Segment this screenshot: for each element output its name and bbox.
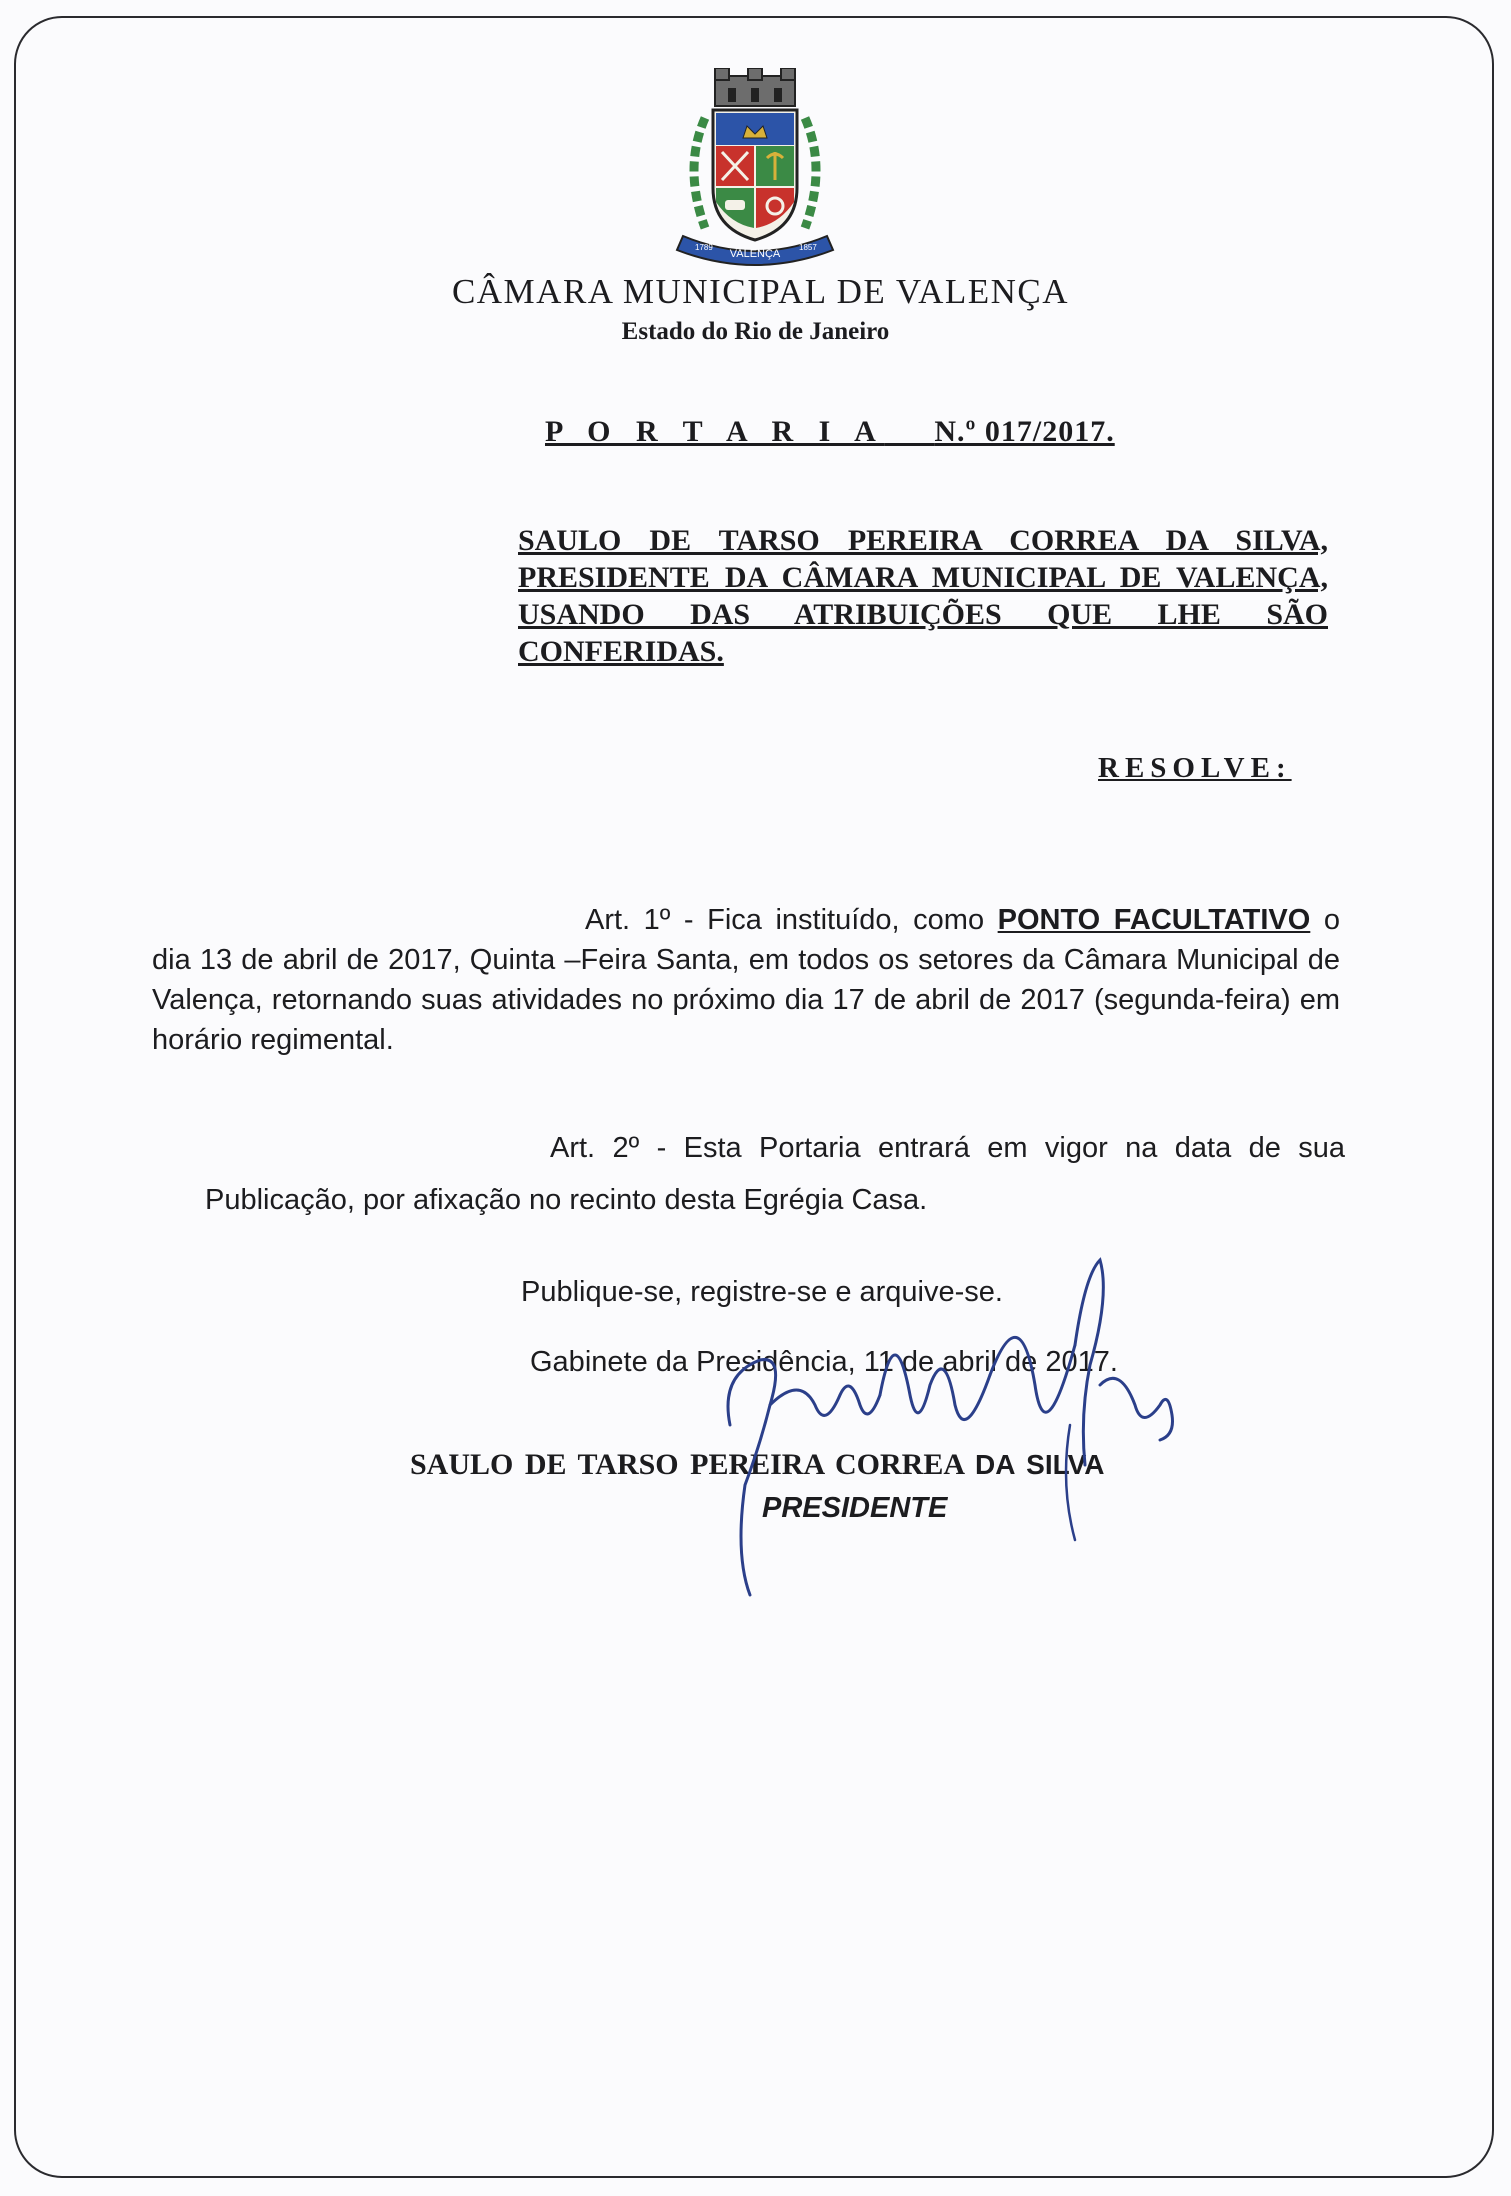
crest-year-right: 1857 [799,243,817,252]
institution-name: CÂMARA MUNICIPAL DE VALENÇA [451,272,1070,311]
article-1-prefix: Art. 1º - Fica instituído, como [585,904,998,936]
article-1-text: o dia 13 de abril de 2017, Quinta –Feira Santa, em todos os setores da Câmara Municipal de Valença, retornando suas atividades no próximo dia 17 de abril de 2017 (segunda-feira) em horário regimental. [152,904,1340,1056]
resolve-heading: RESOLVE: [1098,752,1292,784]
article-1-highlight: PONTO FACULTATIVO [997,904,1311,936]
signer-role: PRESIDENTE [762,1492,948,1524]
document-title [545,415,1115,449]
title-number: N.º 017/2017. [934,415,1115,448]
signer-name-tail: DA SILVA [975,1449,1105,1480]
title-word: P O R T A R I A [545,415,885,448]
state-name: Estado do Rio de Janeiro [621,318,890,345]
article-1 [152,900,1340,1060]
crest-year-left: 1789 [695,243,713,252]
place-date: Gabinete da Presidência, 11 de abril de 2017. [530,1346,1118,1378]
signer-name-main: SAULO DE TARSO PEREIRA CORREA [410,1448,965,1481]
preamble: SAULO DE TARSO PEREIRA CORREA DA SILVA, PRESIDENTE DA CÂMARA MUNICIPAL DE VALENÇA, USANDO DAS ATRIBUIÇÕES QUE LHE SÃO CONFERIDAS. [518,524,1328,668]
article-2: Art. 2º - Esta Portaria entrará em vigor na data de sua Publicação, por afixação no recinto desta Egrégia Casa. [205,1132,1345,1216]
signer-name [410,1448,1104,1482]
coat-of-arms-icon [665,68,845,268]
closing-formula: Publique-se, registre-se e arquive-se. [521,1276,1003,1308]
crest-ribbon-text: VALENÇA [729,248,781,260]
